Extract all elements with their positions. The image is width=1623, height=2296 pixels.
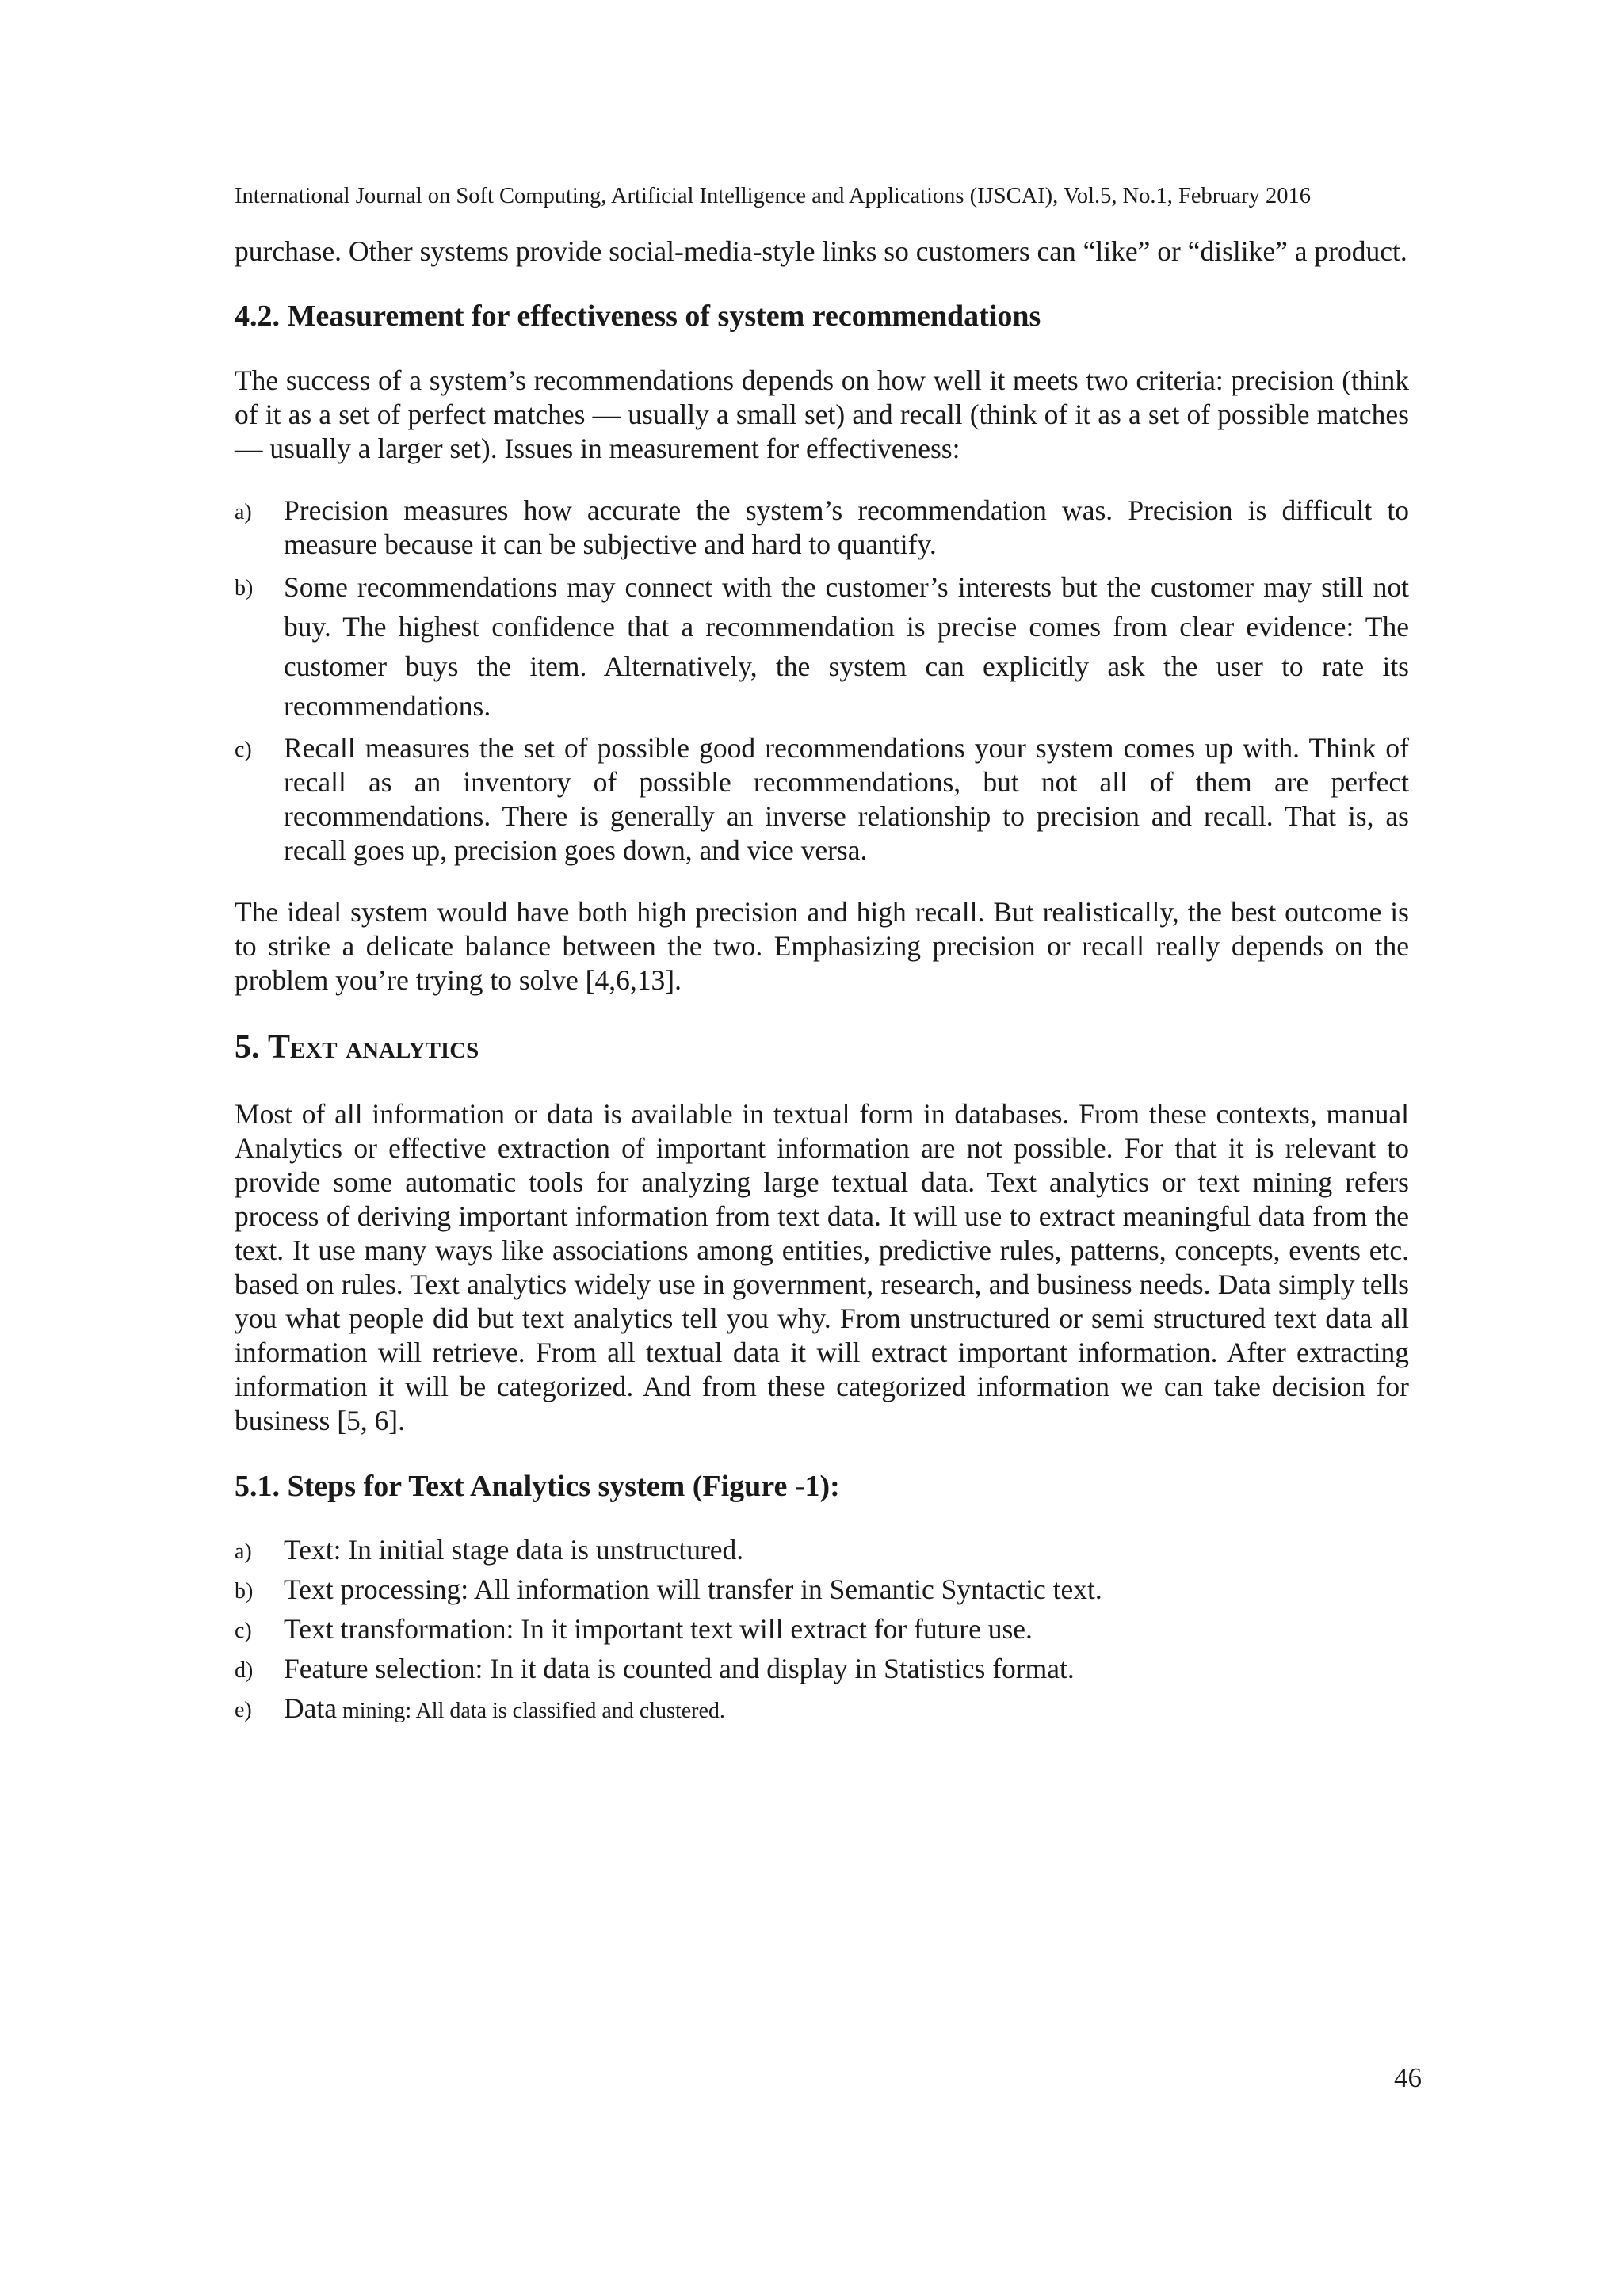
list-item-text: Text: In initial stage data is unstructured. <box>284 1534 744 1566</box>
list-item <box>235 567 1409 726</box>
continued-paragraph: purchase. Other systems provide social-media-style links so customers can “like” or “dislike” a product. <box>235 235 1407 267</box>
section-4-2-closing: The ideal system would have both high precision and high recall. But realistically, the best outcome is to strike a delicate balance between the two. Emphasizing precision or recall really depends on the problem you’re trying to solve [4,6,13]. <box>235 896 1409 996</box>
list-item-text: Text processing: All information will transfer in Semantic Syntactic text. <box>284 1573 1102 1605</box>
section-number: 5. <box>235 1029 260 1066</box>
list-item <box>235 731 1409 868</box>
section-4-2-paragraph: The success of a system’s recommendations depends on how well it meets two criteria: precision (think of it as a set of perfect matches — usually a small set) and recall (think of it as a set of possible matches — usually a larger set). Issues in measurement for effectiveness: <box>235 364 1409 464</box>
running-header: International Journal on Soft Computing, Artificial Intelligence and Applications (IJSCAI), Vol.5, No.1, February 2016 <box>235 184 1312 208</box>
list-marker: c) <box>235 738 252 762</box>
list-item-text: Text transformation: In it important text will extract for future use. <box>284 1613 1033 1645</box>
section-title: Text analytics <box>268 1029 479 1066</box>
list-item <box>235 1533 1409 1567</box>
section-5-paragraph: Most of all information or data is available in textual form in databases. From these contexts, manual Analytics or effective extraction of important information are not possible. For that it is relevant to provide some automatic tools for analyzing large textual data. Text analytics or text mining refers process of deriving important information from text data. It will use to extract meaningful data from the text. It use many ways like associations among entities, predictive rules, patterns, concepts, events etc. based on rules. Text analytics widely use in government, research, and business needs. Data simply tells you what people did but text analytics tell you why. From unstructured or semi structured text data all information will retrieve. From all textual data it will extract important information. After extracting information it will be categorized. And from these categorized information we can take decision for business [5, 6]. <box>235 1098 1409 1436</box>
list-item <box>235 494 1409 562</box>
list-marker: e) <box>235 1698 252 1722</box>
list-item <box>235 1691 1409 1728</box>
list-item <box>235 1612 1409 1646</box>
effectiveness-issues-list <box>235 494 1409 868</box>
section-5-1-heading: 5.1. Steps for Text Analytics system (Figure -1): <box>235 1470 840 1503</box>
list-item <box>235 1573 1409 1607</box>
list-marker: b) <box>235 1579 254 1604</box>
list-item-text: Some recommendations may connect with the customer’s interests but the customer may still not buy. The highest confidence that a recommendation is precise comes from clear evidence: The customer buys the item. Alternatively, the system can explicitly ask the user to rate its recommendations. <box>284 571 1409 722</box>
section-4-2-heading: 4.2. Measurement for effectiveness of system recommendations <box>235 299 1041 333</box>
list-item-text: Feature selection: In it data is counted and display in Statistics format. <box>284 1653 1075 1684</box>
list-item <box>235 1652 1409 1686</box>
page-number: 46 <box>1394 2062 1422 2093</box>
list-marker: d) <box>235 1658 254 1683</box>
list-marker: a) <box>235 1539 252 1564</box>
list-item-text: Precision measures how accurate the system’s recommendation was. Precision is difficult to measure because it can be subjective and hard to quantify. <box>284 494 1409 560</box>
list-marker: b) <box>235 576 254 601</box>
list-item-lead: Data <box>284 1692 338 1724</box>
list-marker: a) <box>235 500 252 524</box>
list-marker: c) <box>235 1619 252 1643</box>
section-5-heading <box>235 1028 1409 1067</box>
page-body <box>235 235 1409 1733</box>
list-item-text: mining: All data is classified and clustered. <box>337 1699 725 1723</box>
text-analytics-steps-list <box>235 1533 1409 1728</box>
list-item-text: Recall measures the set of possible good recommendations your system comes up with. Think of recall as an inventory of possible recommendations, but not all of them are perfect recommendations. There is generally an inverse relationship to precision and recall. That is, as recall goes up, precision goes down, and vice versa. <box>284 732 1409 866</box>
